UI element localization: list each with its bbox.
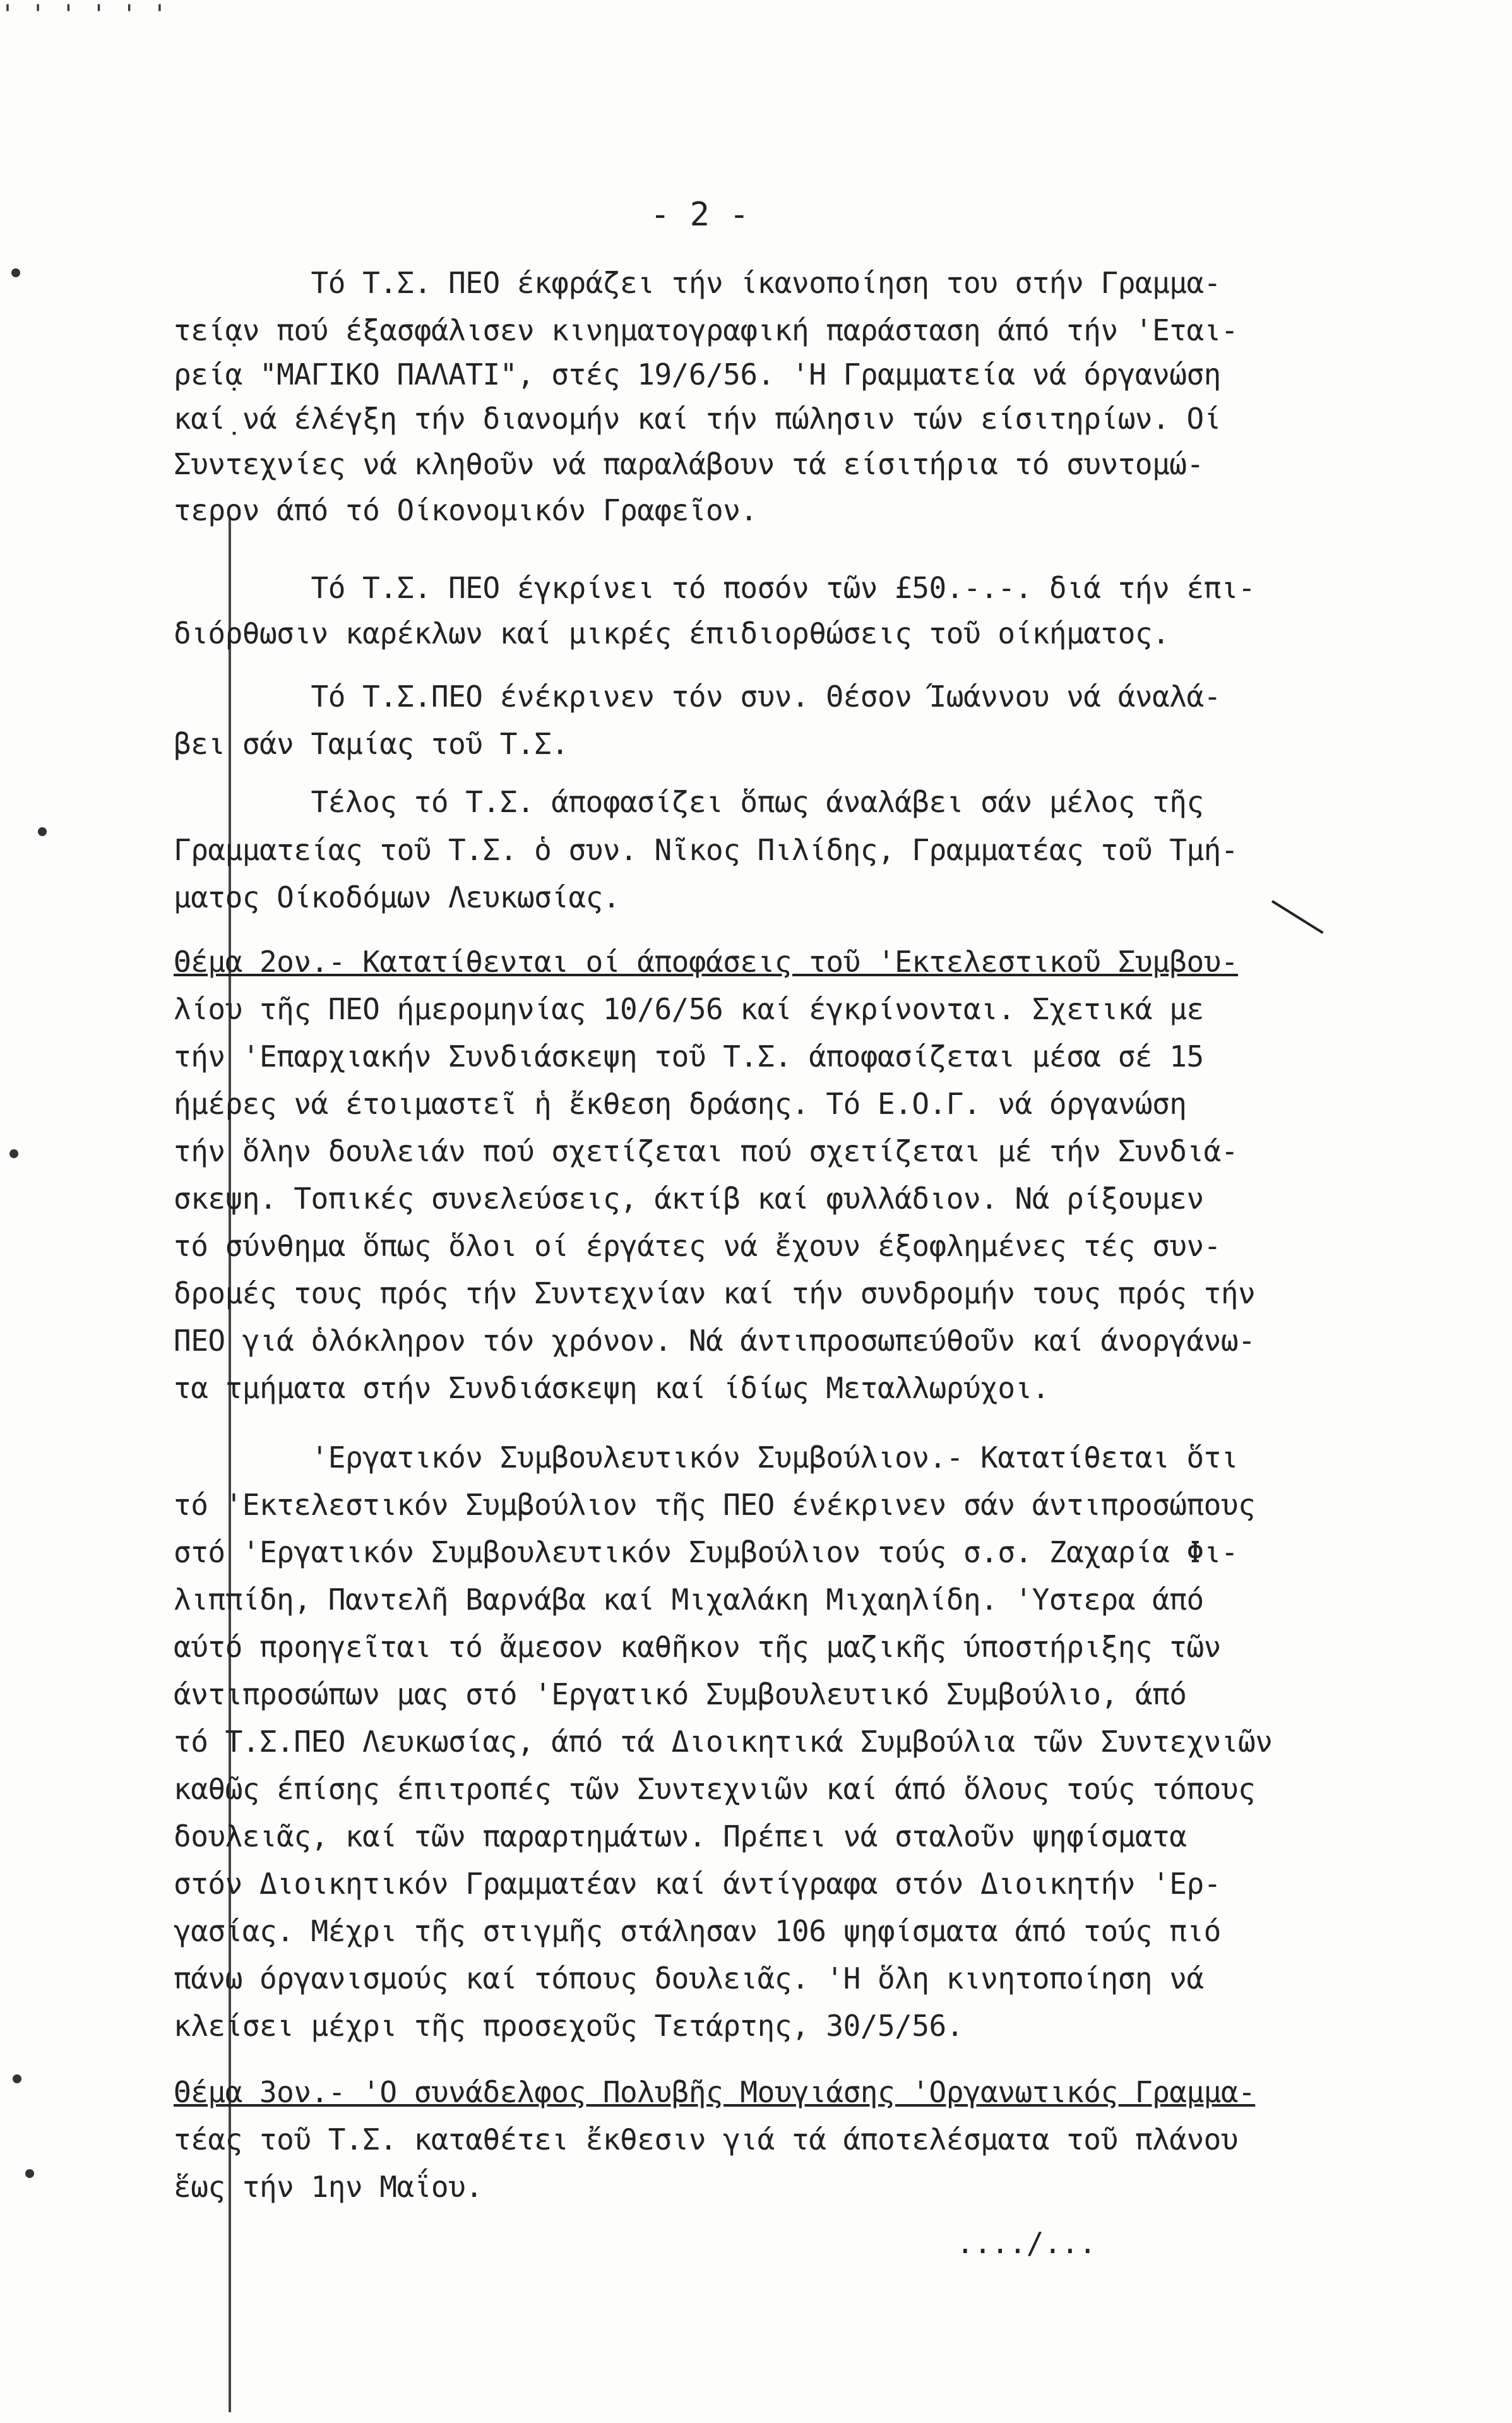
text-line-20: τό σύνθημα ὅπως ὅλοι οί έργάτες νά ἔχουν έξοφλημένες τές συν- — [174, 1229, 1221, 1263]
text-line-22: ΠΕΟ γιά ὁλόκληρον τόν χρόνον. Νά άντιπροσωπεύθοῦν καί άνοργάνω- — [174, 1324, 1256, 1358]
text-line-10: βει σάν Ταμίας τοῦ Τ.Σ. — [174, 727, 569, 761]
text-line-2: τεί̣αν πού έξασφάλισεν κινηματογραφική παράσταση άπό τήν 'Εται- — [174, 313, 1239, 347]
continuation-mark: ..../... — [956, 2226, 1097, 2260]
text-line-33: στόν Διοικητικόν Γραμματέαν καί άντίγραφα στόν Διοικητήν 'Ερ- — [174, 1867, 1221, 1901]
page-number: - 2 - — [650, 196, 749, 234]
text-line-3: ρεί̣α "ΜΑΓΙΚΟ ΠΑΛΑΤΙ", στές 19/6/56. 'Η Γραμματεία νά όργανώση — [174, 357, 1221, 392]
text-line-31: καθῶς έπίσης έπιτροπές τῶν Συντεχνιῶν καί άπό ὅλους τούς τόπους — [174, 1772, 1256, 1806]
text-line-24: 'Εργατικόν Συμβουλευτικόν Συμβούλιον.- Κατατίθεται ὅτι — [174, 1440, 1239, 1475]
hole-punch-mark — [38, 827, 47, 836]
text-line-28: αύτό προηγεῖται τό ἄμεσον καθῆκον τῆς μαζικῆς ύποστήριξης τῶν — [174, 1630, 1221, 1664]
text-line-1: Τό Τ.Σ. ΠΕΟ έκφράζει τήν ίκανοποίηση του στήν Γραμμα- — [174, 266, 1221, 300]
text-line-5: Συντεχνίες νά κληθοῦν νά παραλάβουν τά είσιτήρια τό συντομώ- — [174, 447, 1204, 481]
text-line-14: Θέμα 2ον.- Κατατίθενται οί άποφάσεις τοῦ 'Εκτελεστικοῦ Συμβου- — [174, 945, 1239, 979]
hole-punch-mark — [11, 268, 20, 277]
hole-punch-mark — [25, 2169, 34, 2178]
text-line-18: τήν ὅλην δουλειάν πού σχετίζεται πού σχετίζεται μέ τήν Συνδιά- — [174, 1134, 1239, 1168]
text-line-37: Θέμα 3ον.- 'Ο συνάδελφος Πολυβῆς Μουγιάσης 'Οργανωτικός Γραμμα- — [174, 2075, 1256, 2109]
text-line-13: ματος Οίκοδόμων Λευκωσίας. — [174, 880, 621, 914]
text-line-36: κλείσει μέχρι τῆς προσεχοῦς Τετάρτης, 30/5/56. — [174, 2009, 963, 2043]
text-line-34: γασίας. Μέχρι τῆς στιγμῆς στάλησαν 106 ψηφίσματα άπό τούς πιό — [174, 1914, 1221, 1948]
text-line-15: λίου τῆς ΠΕΟ ήμερομηνίας 10/6/56 καί έγκρίνονται. Σχετικά με — [174, 992, 1204, 1026]
text-line-7: Τό Τ.Σ. ΠΕΟ έγκρίνει τό ποσόν τῶν £50.-.-. διά τήν έπι- — [174, 571, 1256, 605]
text-line-38: τέας τοῦ Τ.Σ. καταθέτει ἔκθεσιν γιά τά άποτελέσματα τοῦ πλάνου — [174, 2122, 1239, 2157]
text-line-35: πάνω όργανισμούς καί τόπους δουλειᾶς. 'Η ὅλη κινητοποίηση νά — [174, 1961, 1204, 1995]
hole-punch-mark — [9, 1149, 18, 1158]
text-line-39: ἕως τήν 1ην Μαΐου. — [174, 2170, 483, 2204]
text-line-16: τήν 'Επαρχιακήν Συνδιάσκεψη τοῦ Τ.Σ. άποφασίζεται μέσα σέ 15 — [174, 1039, 1204, 1074]
top-edge-marks: ' ' ' ' ' ' — [0, 0, 167, 29]
text-line-32: δουλειᾶς, καί τῶν παραρτημάτων. Πρέπει νά σταλοῦν ψηφίσματα — [174, 1819, 1187, 1853]
text-line-8: διόρθωσιν καρέκλων καί μικρές έπιδιορθώσεις τοῦ οίκήματος. — [174, 616, 1170, 650]
text-line-12: Γραμματείας τοῦ Τ.Σ. ὁ συν. Νῖκος Πιλίδης, Γραμματέας τοῦ Τμή- — [174, 833, 1239, 867]
text-line-26: στό 'Εργατικόν Συμβουλευτικόν Συμβούλιον τούς σ.σ. Ζαχαρία Φι- — [174, 1535, 1239, 1569]
text-line-6: τερον άπό τό Οίκονομικόν Γραφεῖον. — [174, 493, 758, 527]
text-line-23: τα τμήματα στήν Συνδιάσκεψη καί ίδίως Μεταλλωρύχοι. — [174, 1371, 1049, 1405]
text-line-11: Τέλος τό Τ.Σ. άποφασίζει ὅπως άναλάβει σάν μέλος τῆς — [174, 785, 1204, 819]
text-line-27: λιππίδη, Παντελῆ Βαρνάβα καί Μιχαλάκη Μιχαηλίδη. 'Υστερα άπό — [174, 1582, 1204, 1617]
text-line-17: ήμέρες νά έτοιμαστεῖ ἡ ἔκθεση δράσης. Τό Ε.Ο.Γ. νά όργανώση — [174, 1087, 1187, 1121]
text-line-30: τό Τ.Σ.ΠΕΟ Λευκωσίας, άπό τά Διοικητικά Συμβούλια τῶν Συντεχνιῶν — [174, 1725, 1273, 1759]
text-line-21: δρομές τους πρός τήν Συντεχνίαν καί τήν συνδρομήν τους πρός τήν — [174, 1276, 1256, 1310]
text-line-29: άντιπροσώπων μας στό 'Εργατικό Συμβουλευτικό Συμβούλιο, άπό — [174, 1677, 1187, 1711]
text-line-25: τό 'Εκτελεστικόν Συμβούλιον τῆς ΠΕΟ ένέκρινεν σάν άντιπροσώπους — [174, 1488, 1256, 1522]
text-line-4: καί̣ νά έλέγξη τήν διανομήν καί τήν πώλησιν τών είσιτηρίων. Οί — [174, 402, 1221, 436]
hole-punch-mark — [13, 2074, 21, 2083]
text-line-19: σκεψη. Τοπικές συνελεύσεις, άκτίβ καί φυλλάδιον. Νά ρίξουμεν — [174, 1182, 1204, 1216]
text-line-9: Τό Τ.Σ.ΠΕΟ ένέκρινεν τόν συν. Θέσον Ίωάννου νά άναλά- — [174, 679, 1221, 714]
